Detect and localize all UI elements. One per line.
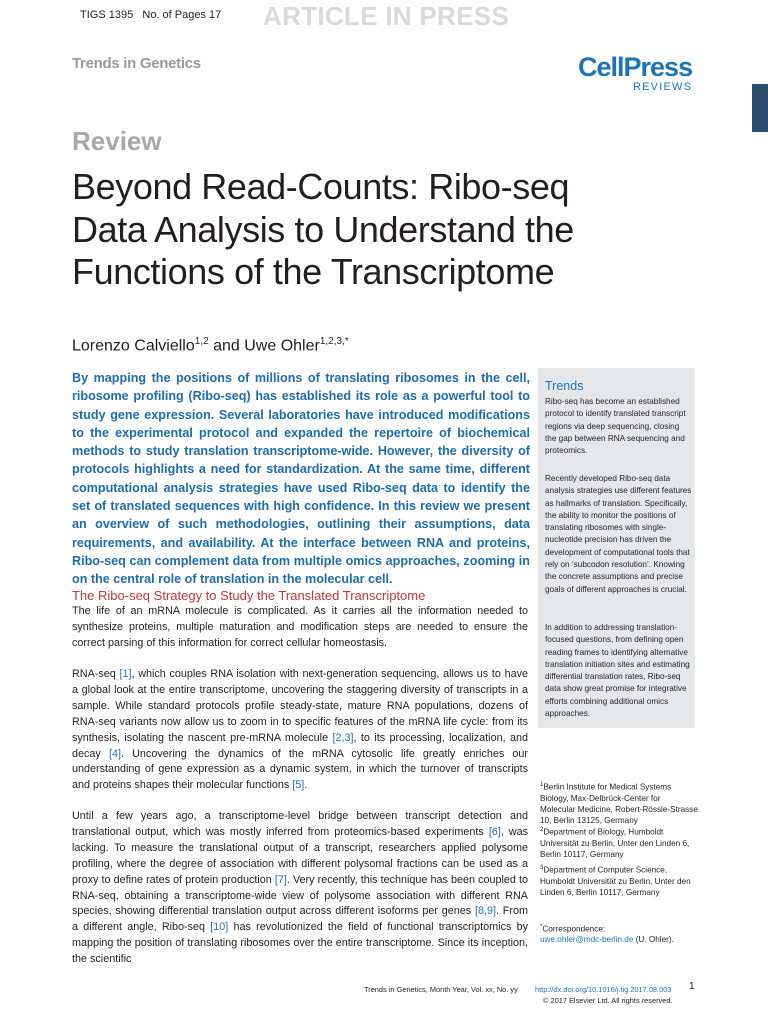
author-name: and Uwe Ohler bbox=[213, 337, 320, 355]
footer-journal-line: Trends in Genetics, Month Year, Vol. xx, No. yy bbox=[364, 985, 518, 994]
section-heading: The Ribo-seq Strategy to Study the Translated Transcriptome bbox=[72, 588, 426, 603]
corr-email-link[interactable]: uwe.ohler@mdc-berlin.de bbox=[540, 935, 634, 944]
citation-link[interactable]: [6] bbox=[488, 825, 501, 838]
affiliation bbox=[540, 863, 698, 898]
citation-link[interactable]: [4] bbox=[108, 747, 121, 760]
affil-number: 2 bbox=[540, 827, 544, 833]
text-run: has revolutionized the field of functional transcriptomics by mapping the position of translating ribosomes over the entire transcriptome. Since its inception, the scientific bbox=[72, 921, 528, 966]
affil-number: 3 bbox=[540, 865, 544, 871]
article-title: Beyond Read-Counts: Ribo-seq Data Analysis to Understand the Functions of the Transcriptome bbox=[72, 166, 574, 292]
abstract: By mapping the positions of millions of translating ribosomes in the cell, ribosome profiling (Ribo-seq) has established its role as a powerful tool to study gene expression. Several laboratories have introduced modifications to the experimental protocol and expanded the repertoire of biochemical methods to study translation transcriptome-wide. However, the diversity of protocols highlights a need for standardization. At the same time, different computational analysis strategies have used Ribo-seq data to identify the set of translated sequences with high confidence. In this review we present an overview of such methodologies, outlining their assumptions, data requirements, and availability. At the interface between RNA and proteins, Ribo-seq can complement data from multiple omics approaches, zooming in on the central role of translation in the molecular cell. bbox=[72, 371, 530, 587]
article-in-press-text: ARTICLE IN PRESS bbox=[263, 1, 510, 31]
logo-sub: REVIEWS bbox=[633, 81, 693, 93]
citation-link[interactable]: [5] bbox=[292, 779, 305, 792]
author-affil-sup: 1,2,3,* bbox=[319, 336, 349, 347]
page-number: 1 bbox=[689, 981, 695, 992]
citation-link[interactable]: [10] bbox=[210, 921, 229, 934]
correspondence-label bbox=[540, 922, 698, 935]
logo-brand: CellPress bbox=[578, 52, 693, 82]
affil-text: Department of Computer Science, Humboldt Universität zu Berlin, Unter den Linden 6, Berlin 10117, Germany bbox=[540, 865, 691, 898]
text-run: . From a different angle, Ribo-seq bbox=[72, 905, 528, 934]
author-name: Lorenzo Calviello bbox=[72, 337, 195, 355]
footer-doi-link[interactable]: http://dx.doi.org/10.1016/j.tig.2017.08.003 bbox=[535, 985, 672, 994]
citation-link[interactable]: [1] bbox=[119, 668, 132, 680]
trend-paragraph: In addition to addressing translation-focused questions, from defining open reading frames to identifying alternative translation initiation sites and estimating differential translation rates, Ribo-seq data show great promise for integrative efforts combining additional omics approaches. bbox=[545, 623, 690, 719]
text-run: , to its processing, localization, and decay bbox=[72, 731, 528, 760]
text-run: . Very recently, this technique has been coupled to RNA-seq, obtaining a transcriptome-wide view of polysome association with different RNA species, showing differential translation output across different isoforms per genes bbox=[72, 873, 529, 918]
journal-name: Trends in Genetics bbox=[72, 55, 201, 72]
cellpress-logo bbox=[578, 52, 698, 96]
affil-text: Department of Biology, Humboldt Universität zu Berlin, Unter den Linden 6, Berlin 10117, Germany bbox=[540, 827, 690, 860]
affiliation bbox=[540, 780, 698, 827]
correspondence-contact bbox=[540, 934, 698, 945]
corr-asterisk: * bbox=[540, 924, 543, 930]
page-count: No. of Pages 17 bbox=[142, 9, 222, 21]
affil-number: 1 bbox=[540, 782, 544, 788]
corr-name: (U. Ohler). bbox=[633, 935, 674, 944]
citation-link[interactable]: [7] bbox=[274, 873, 287, 886]
side-tab-marker bbox=[752, 84, 768, 132]
trend-paragraph: Ribo-seq has become an established protocol to identify translated transcript regions via deep sequencing, closing the gap between RNA sequencing and proteomics. bbox=[545, 397, 686, 456]
text-run: RNA-seq bbox=[72, 668, 120, 680]
text-run: Until a few years ago, a transcriptome-level bridge between transcript detection and translational output, which was mostly inferred from proteomics-based experiments bbox=[72, 810, 528, 838]
text-run: . Uncovering the dynamics of the mRNA cytosolic life greatly enriches our understanding of gene expression as a dynamic system, in which the turnover of transcripts and proteins shapes their molecular functions bbox=[72, 747, 529, 792]
article-id: TIGS 1395 bbox=[80, 9, 134, 21]
body-paragraph: The life of an mRNA molecule is complicated. As it carries all the information needed to synthesize proteins, multiple maturation and modification steps are needed to ensure the correct parsing of this information for correct cellular homeostasis. bbox=[72, 605, 528, 649]
affil-text: Berlin Institute for Medical Systems Biology, Max-Delbrück-Center for Molecular Medicine, Robert-Rössle-Strasse 10, Berlin 13125, Germany bbox=[540, 782, 698, 826]
affiliation bbox=[540, 825, 698, 860]
text-run: , was lacking. To measure the translational output of a transcript, researchers applied polysome profiling, where the degree of association with different polysomal fractions can be used as a proxy to define rates of protein production bbox=[72, 825, 528, 886]
author-line bbox=[72, 336, 349, 355]
citation-link[interactable]: [8,9] bbox=[475, 905, 497, 918]
article-type: Review bbox=[72, 126, 162, 156]
trends-title: Trends bbox=[545, 379, 584, 393]
text-run: . bbox=[304, 779, 308, 792]
corr-label-text: Correspondence: bbox=[542, 924, 606, 934]
article-id-header bbox=[80, 9, 221, 21]
text-run: , which couples RNA isolation with next-generation sequencing, allows us to have a global look at the entire transcriptome, uncovering the staggering diversity of transcripts in a sample. While standard protocols profile steady-state, mature RNA populations, dozens of RNA-seq variants now allow us to zoom in to specific features of the mRNA life cycle: from its synthesis, isolating the nascent pre-mRNA molecule bbox=[72, 668, 528, 744]
body-paragraph bbox=[72, 667, 528, 794]
citation-link[interactable]: [2,3] bbox=[332, 731, 354, 744]
body-paragraph bbox=[72, 809, 528, 968]
footer-copyright: © 2017 Elsevier Ltd. All rights reserved. bbox=[543, 996, 673, 1005]
trend-paragraph: Recently developed Ribo-seq data analysis strategies use different features as hallmarks of translation. Specifically, the ability to monitor the positions of translating ribosomes with single-nucleotide precision has driven the development of computational tools that rely on ‘subcodon resolution’. Knowing the concrete assumptions and precise goals of different approaches is crucial. bbox=[545, 474, 692, 594]
author-affil-sup: 1,2 bbox=[194, 336, 209, 347]
